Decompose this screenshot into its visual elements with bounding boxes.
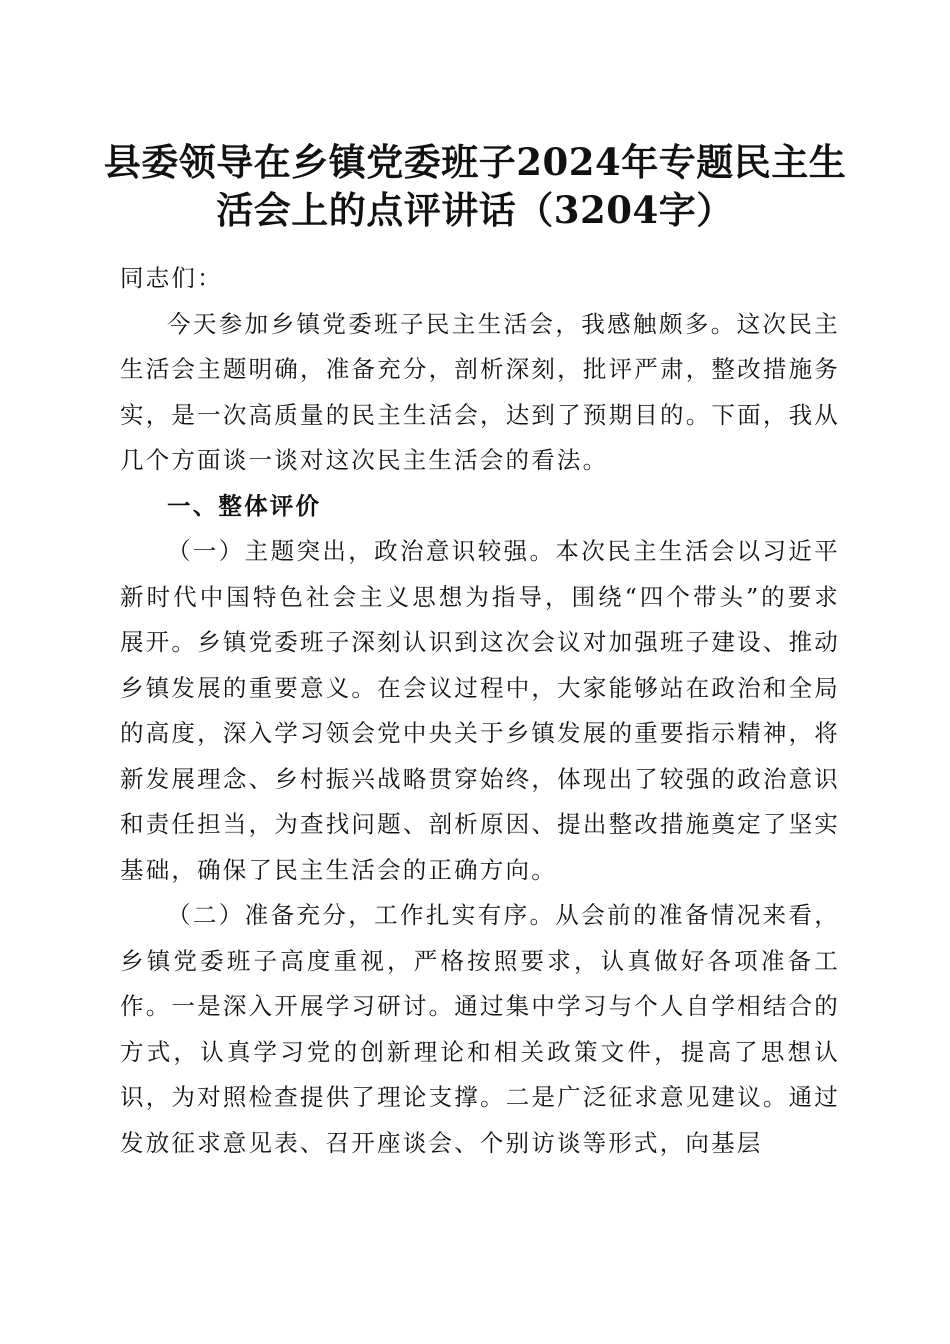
point-1-paragraph bbox=[120, 529, 840, 893]
intro-paragraph: 今天参加乡镇党委班子民主生活会，我感触颇多。这次民主生活会主题明确，准备充分，剖析深刻，批评严肃，整改措施务实，是一次高质量的民主生活会，达到了预期目的。下面，我从几个方面谈一谈对这次民主生活会的看法。 bbox=[120, 309, 840, 474]
title-line-1: 县委领导在乡镇党委班子2024年专题民主生 bbox=[103, 140, 847, 184]
section-heading-1: 一、整体评价 bbox=[167, 491, 322, 520]
document-title bbox=[70, 138, 880, 234]
document-body bbox=[120, 256, 840, 1166]
point-2-body: 从会前的准备情况来看，乡镇党委班子高度重视，严格按照要求，认真做好各项准备工作。一是深入开展学习研讨。通过集中学习与个人自学相结合的方式，认真学习党的创新理论和相关政策文件，提高了思想认识，为对照检查提供了理论支撑。二是广泛征求意见建议。通过发放征求意见表、召开座谈会、个别访谈等形式，向基层 bbox=[120, 901, 841, 1157]
title-line-2: 活会上的点评讲话（3204字） bbox=[216, 188, 734, 232]
salutation: 同志们： bbox=[120, 264, 223, 292]
point-1-lead: （一）主题突出，政治意识较强。 bbox=[167, 537, 556, 565]
point-2-lead: （二）准备充分，工作扎实有序。 bbox=[167, 901, 556, 929]
point-2-paragraph bbox=[120, 893, 840, 1166]
point-1-body: 本次民主生活会以习近平新时代中国特色社会主义思想为指导，围绕“四个带头”的要求展开。乡镇党委班子深刻认识到这次会议对加强班子建设、推动乡镇发展的重要意义。在会议过程中，大家能够站在政治和全局的高度，深入学习领会党中央关于乡镇发展的重要指示精神，将新发展理念、乡村振兴战略贯穿始终，体现出了较强的政治意识和责任担当，为查找问题、剖析原因、提出整改措施奠定了坚实基础，确保了民主生活会的正确方向。 bbox=[120, 537, 841, 884]
